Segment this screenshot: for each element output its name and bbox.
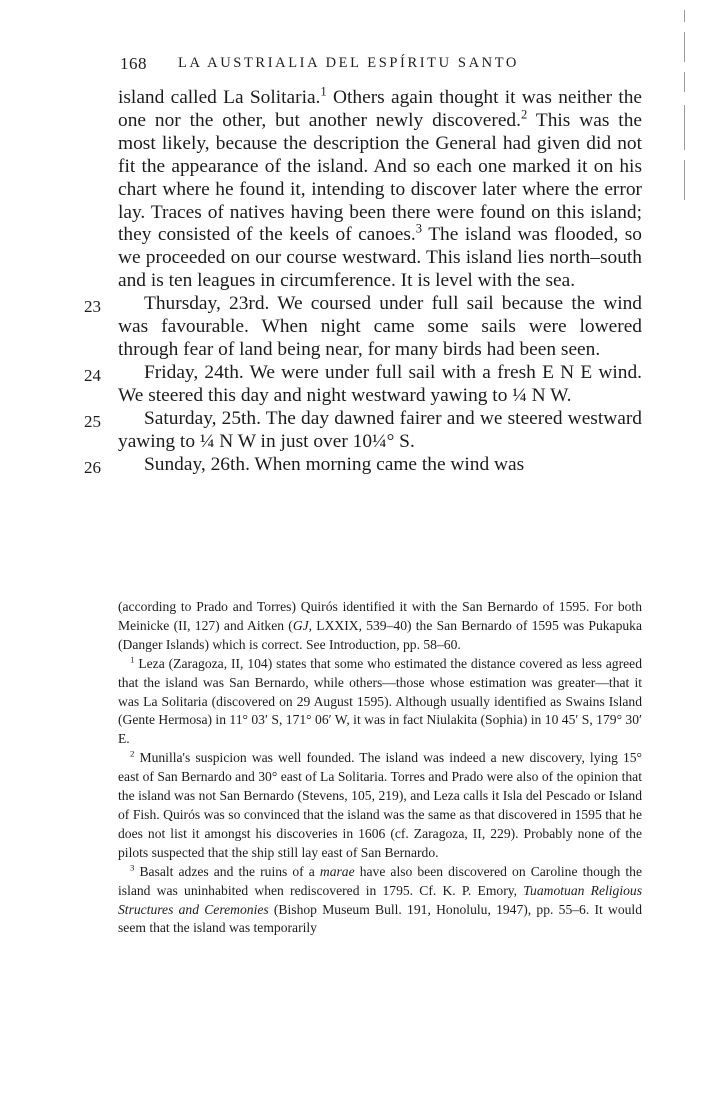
footnote-text: , LXXIX, 539–40) the San Bernardo of 1595 was Pukapuka (Danger Islands) which is correct. See Introduction, pp. 58–60.	[118, 617, 642, 652]
date-marker: 23	[84, 297, 101, 317]
continuation-paragraph	[118, 84, 643, 293]
date-marker: 26	[84, 457, 101, 477]
entry-text: Thursday, 23rd. We coursed under full sail because the wind was favourable. When night came some sails were lowered through fear of land being near, for many birds had been seen.	[118, 293, 642, 360]
entry-text: Friday, 24th. We were under full sail with a fresh E N E wind. We steered this day and night westward yawing to ¼ N W.	[118, 361, 642, 406]
footnote-number: 3	[130, 862, 135, 873]
footnote-text: (according to Prado and Torres) Quirós identified it with the San Bernardo of 1595. For both Meinicke (II, 127) and Aitken (	[118, 599, 642, 633]
footnote-ref-3: 3	[415, 221, 423, 236]
page-header	[120, 54, 680, 78]
footnote-ref-1: 1	[320, 84, 327, 99]
continuation-text-2: Others again thought it was neither the one nor the other, but another newly discovered.	[118, 87, 643, 131]
footnote-ref-2: 2	[520, 107, 528, 122]
footnote-3	[118, 863, 642, 939]
log-entry	[84, 453, 642, 477]
footnote-text: Munilla's suspicion was well founded. The island was indeed a new discovery, lying 15° east of San Bernardo and 30° east of La Solitaria. Torres and Prado were also of the opinion that the island was not San Bernardo (Stevens, 105, 219), and Leza calls it Isla del Pescado or Island of Fish. Quirós was so convinced that the island was the same as that discovered in 1595 that he does not list it amongst his discoveries in 1606 (cf. Zaragoza, II, 229). Probably none of the pilots suspected that the ship still lay east of San Bernardo.	[118, 750, 642, 860]
footnote-number: 1	[130, 654, 135, 665]
log-entry	[84, 361, 642, 408]
continuation-text-3: This was the most likely, because the description the General had given did not fit the appearance of the island. And so each one marked it on his chart where he found it, intending to discover later where the error lay. Traces of natives having been there were found on this island; they consisted of the keels of canoes.	[118, 109, 642, 246]
footnote-number: 2	[130, 748, 135, 759]
footnote-text: (Bishop Museum Bull. 191, Honolulu, 1947), pp. 55–6. It would seem that the island was temporarily	[118, 901, 642, 936]
entry-text: Sunday, 26th. When morning came the wind was	[144, 453, 525, 475]
main-text	[84, 84, 643, 477]
book-title: Tuamotuan Religious Structures and Ceremonies	[118, 882, 642, 917]
continuation-text-1: island called La Solitaria.	[118, 87, 321, 108]
footnote-continuation	[118, 598, 642, 655]
entry-text: Saturday, 25th. The day dawned fairer and we steered westward yawing to ¼ N W in just over 10¼° S.	[118, 407, 642, 452]
date-marker: 25	[84, 411, 101, 431]
footnotes	[118, 598, 642, 938]
footnote-text: Basalt adzes and the ruins of a	[134, 863, 320, 879]
footnote-2	[118, 749, 642, 862]
log-entry	[84, 293, 642, 362]
continuation-text-4: The island was flooded, so we proceeded on our course westward. This island lies north–south and is ten leagues in circumference. It is level with the sea.	[118, 224, 642, 292]
footnote-text: have also been discovered on Caroline though the island was uninhabited when rediscovered in 1795. Cf. K. P. Emory,	[118, 863, 642, 898]
footnote-1	[118, 655, 642, 750]
footnote-text: Leza (Zaragoza, II, 104) states that some who estimated the distance covered as less agreed that the island was San Bernardo, while others—those whose estimation was greater—that it was La Solitaria (discovered on 29 August 1595). Although usually identified as Swains Island (Gente Hermosa) in 11° 03′ S, 171° 06′ W, it was in fact Niulakita (Sophia) in 10 45′ S, 179° 30′ E.	[118, 655, 642, 747]
log-entry	[84, 407, 642, 454]
date-marker: 24	[84, 365, 101, 385]
page-number: 168	[120, 54, 147, 73]
italic-term: marae	[319, 863, 355, 879]
running-head: LA AUSTRIALIA DEL ESPÍRITU SANTO	[178, 55, 519, 71]
journal-abbrev: GJ	[292, 617, 309, 633]
scan-edge-marks	[684, 10, 686, 200]
